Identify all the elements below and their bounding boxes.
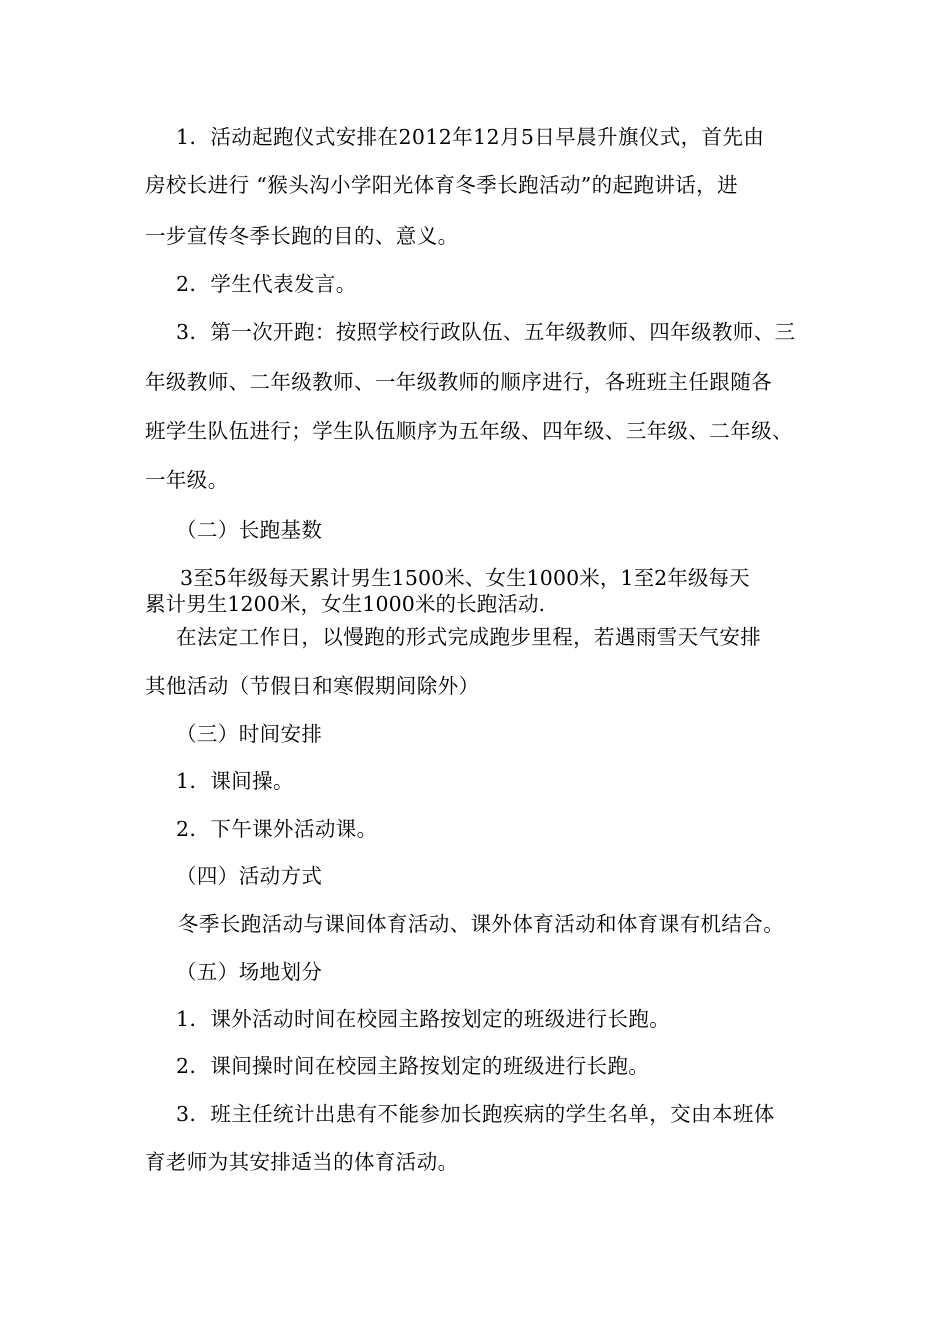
paragraph-line: 3至5年级每天累计男生1500米、女生1000米，1至2年级每天	[180, 566, 750, 590]
paragraph-line: 1．课间操。	[176, 769, 294, 793]
paragraph-line: 年级教师、二年级教师、一年级教师的顺序进行，各班班主任跟随各	[145, 370, 772, 394]
paragraph-line: 房校长进行 “猴头沟小学阳光体育冬季长跑活动”的起跑讲话，进	[145, 173, 738, 197]
paragraph-line: 2．下午课外活动课。	[176, 817, 378, 841]
paragraph-line: 在法定工作日，以慢跑的形式完成跑步里程，若遇雨雪天气安排	[176, 625, 762, 649]
paragraph-line: 一步宣传冬季长跑的目的、意义。	[145, 224, 459, 248]
paragraph-line: 1．课外活动时间在校园主路按划定的班级进行长跑。	[176, 1007, 671, 1031]
section-heading: （四）活动方式	[176, 864, 323, 888]
paragraph-line: 育老师为其安排适当的体育活动。	[145, 1150, 459, 1174]
paragraph-line: 2．学生代表发言。	[176, 272, 357, 296]
paragraph-line: 3．第一次开跑：按照学校行政队伍、五年级教师、四年级教师、三	[176, 320, 796, 344]
paragraph-line: 班学生队伍进行；学生队伍顺序为五年级、四年级、三年级、二年级、	[145, 419, 793, 443]
section-heading: （三）时间安排	[176, 722, 323, 746]
section-heading: （五）场地划分	[176, 960, 323, 984]
paragraph-line: 3．班主任统计出患有不能参加长跑疾病的学生名单，交由本班体	[176, 1102, 775, 1126]
section-heading: （二）长跑基数	[176, 518, 323, 542]
paragraph-line: 累计男生1200米，女生1000米的长跑活动.	[145, 592, 546, 616]
paragraph-line: 一年级。	[145, 468, 229, 492]
paragraph-line: 冬季长跑活动与课间体育活动、课外体育活动和体育课有机结合。	[178, 912, 785, 936]
paragraph-line: 其他活动（节假日和寒假期间除外）	[145, 674, 480, 698]
paragraph-line: 2．课间操时间在校园主路按划定的班级进行长跑。	[176, 1054, 650, 1078]
paragraph-line: 1．活动起跑仪式安排在2012年12月5日早晨升旗仪式，首先由	[176, 125, 765, 149]
